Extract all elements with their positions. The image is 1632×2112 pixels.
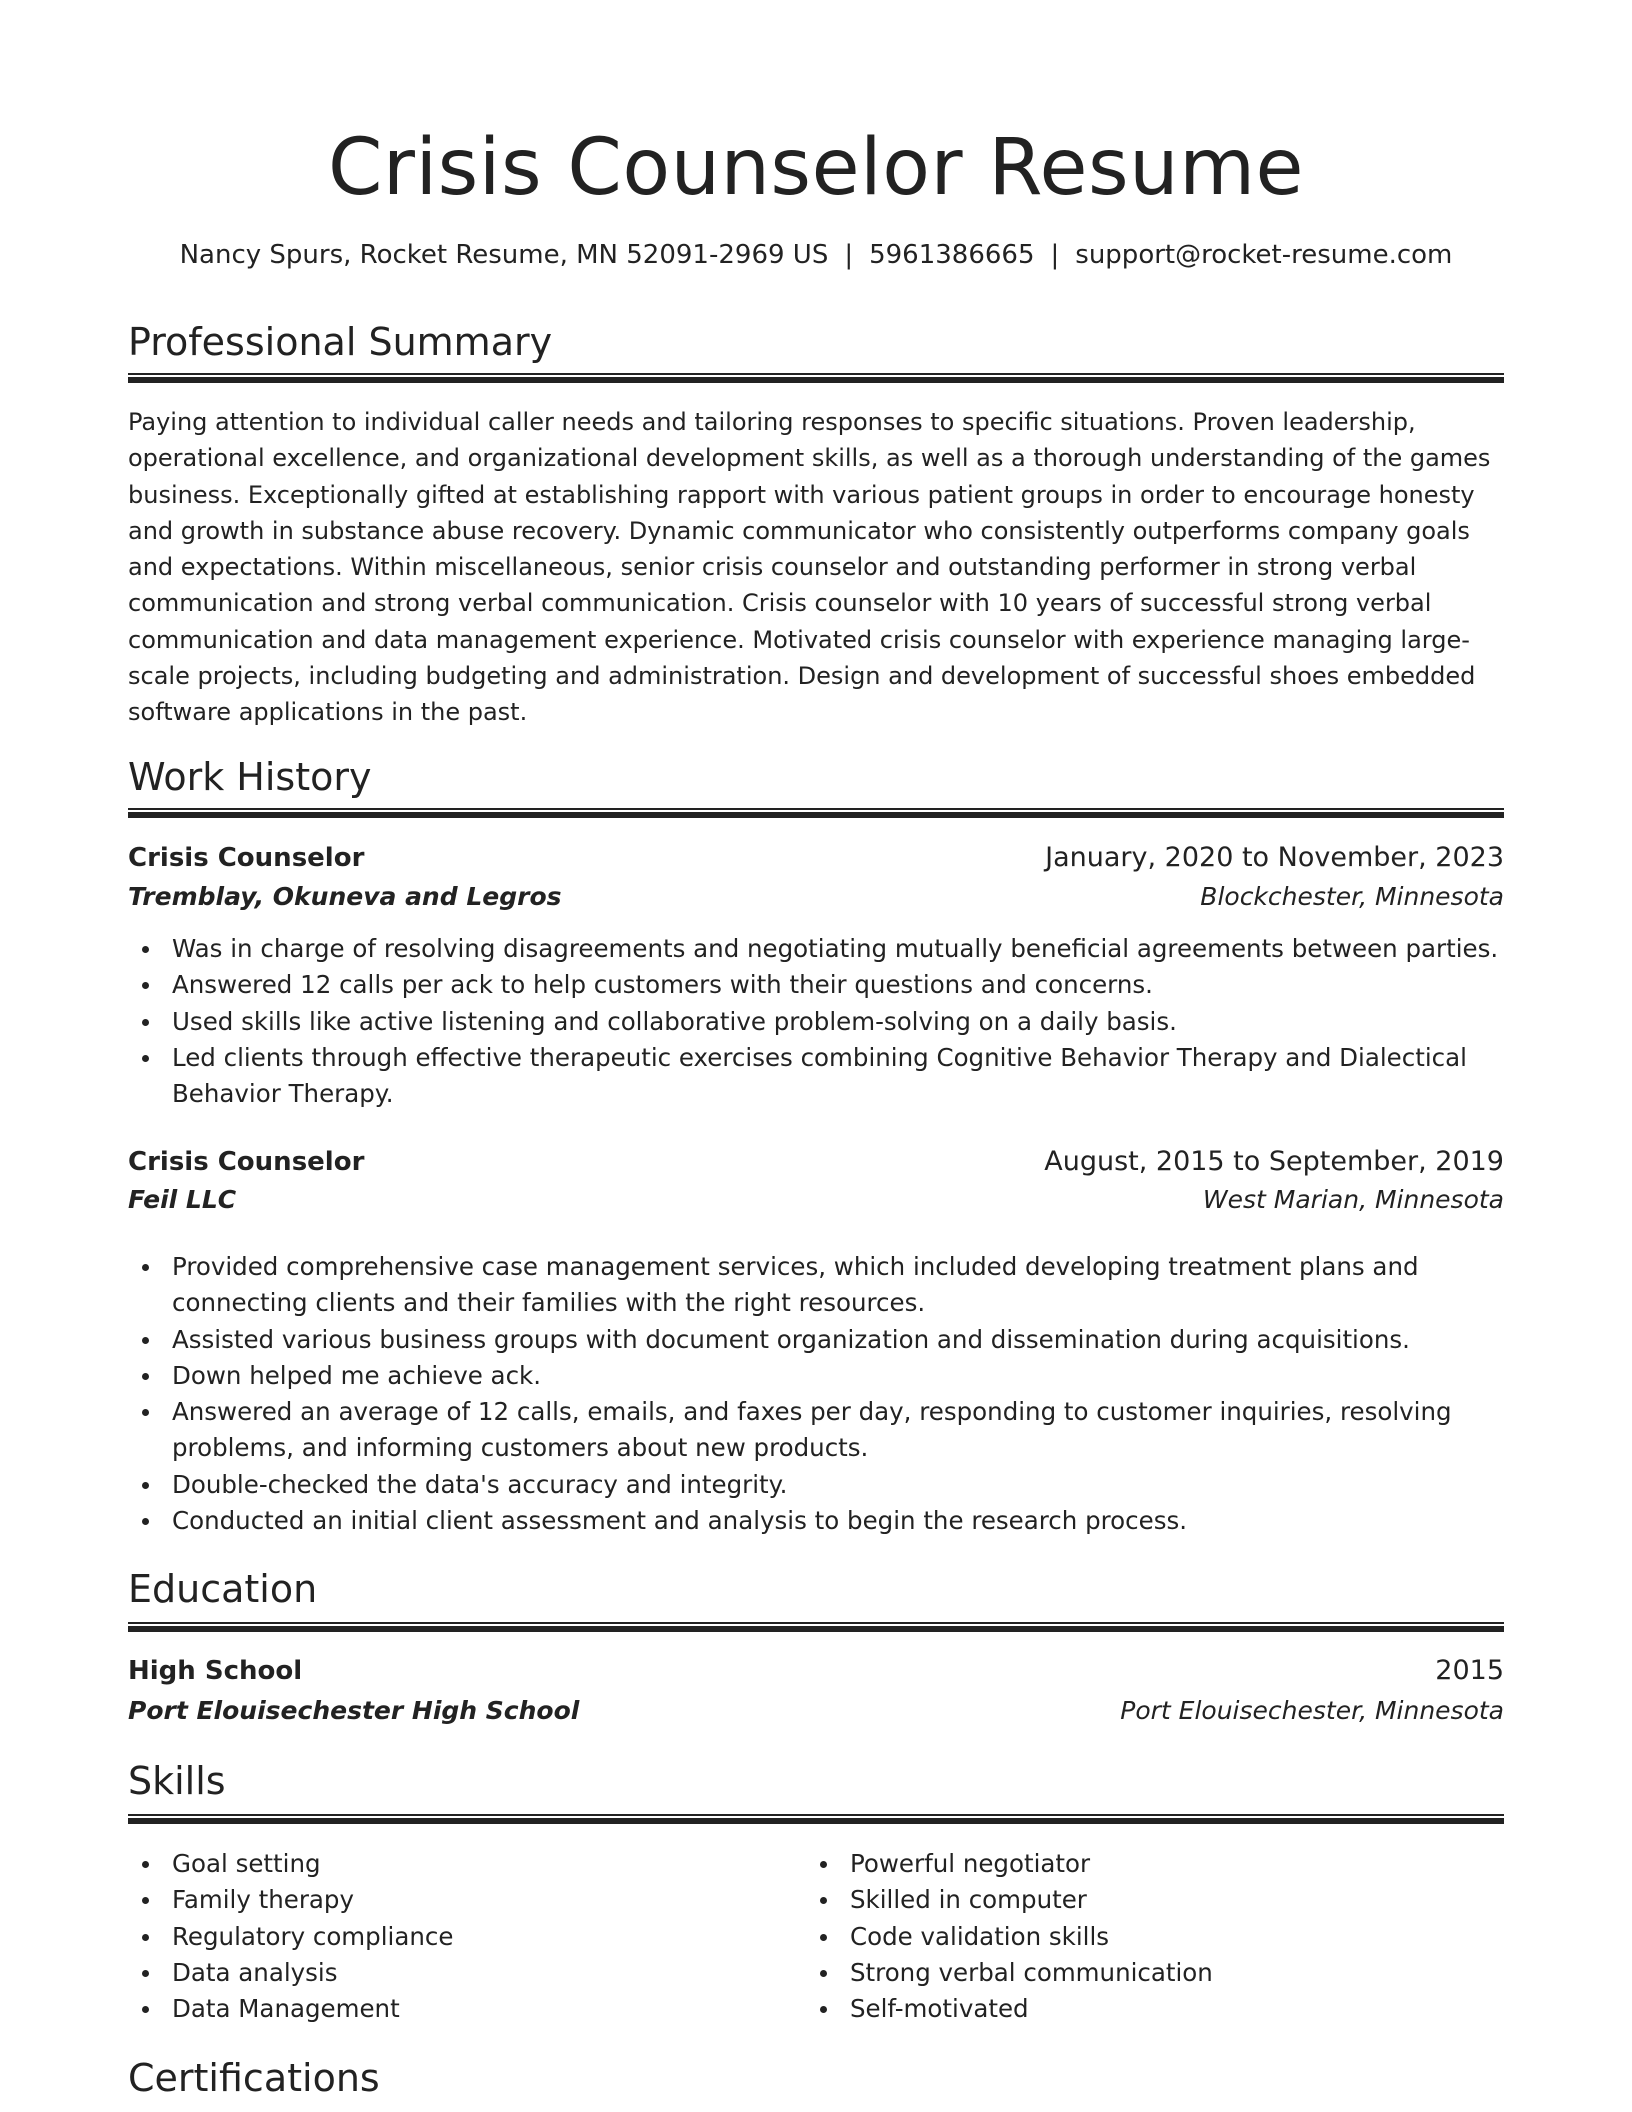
job-bullet: Down helped me achieve ack. <box>128 1358 1504 1394</box>
job-bullet: Assisted various business groups with document organization and dissemination during acquisitions. <box>128 1322 1504 1358</box>
education-school: Port Elouisechester High School <box>128 1696 580 1725</box>
job-bullet: Led clients through effective therapeutic exercises combining Cognitive Behavior Therapy and Dialectical Behavior Therapy. <box>128 1040 1504 1113</box>
skill-item: Powerful negotiator <box>806 1846 1632 1882</box>
job-company: Feil LLC <box>128 1185 237 1214</box>
job-header-row <box>128 1142 1504 1182</box>
section-divider <box>128 808 1504 818</box>
job-bullet: Answered an average of 12 calls, emails, and faxes per day, responding to customer inquiries, resolving problems, and informing customers about new products. <box>128 1394 1504 1467</box>
skill-item: Goal setting <box>128 1846 1504 1882</box>
job-company-row <box>128 1180 1504 1220</box>
section-divider <box>128 1814 1504 1824</box>
section-divider <box>128 1622 1504 1632</box>
job-bullet: Conducted an initial client assessment and analysis to begin the research process. <box>128 1503 1504 1539</box>
job-dates: January, 2020 to November, 2023 <box>1045 842 1504 873</box>
education-degree: High School <box>128 1656 303 1686</box>
job-bullet: Answered 12 calls per ack to help customers with their questions and concerns. <box>128 967 1504 1003</box>
skill-item: Skilled in computer <box>806 1882 1632 1918</box>
job-title: Crisis Counselor <box>128 1147 365 1177</box>
job-bullet: Was in charge of resolving disagreements and negotiating mutually beneficial agreements between parties. <box>128 931 1504 967</box>
section-heading-skills: Skills <box>128 1759 226 1803</box>
job-bullet-list <box>128 1249 1504 1539</box>
contact-line <box>128 238 1504 272</box>
summary-text: Paying attention to individual caller needs and tailoring responses to specific situations. Proven leadership, operational excellence, and organizational development skills, as well as a thorough understanding of the games business. Exceptionally gifted at establishing rapport with various patient groups in order to encourage honesty and growth in substance abuse recovery. Dynamic communicator who consistently outperforms company goals and expectations. Within miscellaneous, senior crisis counselor and outstanding performer in strong verbal communication and strong verbal communication. Crisis counselor with 10 years of successful strong verbal communication and data management experience. Motivated crisis counselor with experience managing large-scale projects, including budgeting and administration. Design and development of successful shoes embedded software applications in the past. <box>128 408 1491 727</box>
skill-item: Strong verbal communication <box>806 1955 1632 1991</box>
job-bullet: Provided comprehensive case management services, which included developing treatment plans and connecting clients and their families with the right resources. <box>128 1249 1504 1322</box>
skill-item: Data Management <box>128 1991 1504 2027</box>
job-location: West Marian, Minnesota <box>1202 1185 1504 1214</box>
job-company: Tremblay, Okuneva and Legros <box>128 882 562 911</box>
resume-title: Crisis Counselor Resume <box>327 123 1305 213</box>
skill-item: Self-motivated <box>806 1991 1632 2027</box>
section-heading-certifications: Certifications <box>128 2056 380 2100</box>
section-heading-summary: Professional Summary <box>128 320 553 364</box>
skill-item: Family therapy <box>128 1882 1504 1918</box>
skill-item: Code validation skills <box>806 1919 1632 1955</box>
skill-item: Regulatory compliance <box>128 1919 1504 1955</box>
contact-separator: | <box>1050 240 1060 270</box>
skills-list-right <box>806 1846 1632 2027</box>
skill-item: Data analysis <box>128 1955 1504 1991</box>
contact-separator: | <box>844 240 854 270</box>
job-title: Crisis Counselor <box>128 843 365 873</box>
job-bullet-list <box>128 931 1504 1112</box>
education-location: Port Elouisechester, Minnesota <box>1120 1696 1504 1725</box>
section-heading-education: Education <box>128 1567 318 1611</box>
job-location: Blockchester, Minnesota <box>1200 882 1504 911</box>
section-heading-work-history: Work History <box>128 755 372 799</box>
section-divider <box>128 373 1504 383</box>
job-header-row <box>128 838 1504 878</box>
job-bullet: Used skills like active listening and collaborative problem-solving on a daily basis. <box>128 1004 1504 1040</box>
job-dates: August, 2015 to September, 2019 <box>1044 1146 1504 1177</box>
job-company-row <box>128 877 1504 917</box>
contact-email: support@rocket-resume.com <box>1075 240 1453 270</box>
job-bullet: Double-checked the data's accuracy and integrity. <box>128 1467 1504 1503</box>
education-year: 2015 <box>1435 1655 1504 1686</box>
education-school-row <box>128 1691 1504 1731</box>
education-header-row <box>128 1651 1504 1691</box>
contact-phone: 5961386665 <box>869 240 1035 270</box>
contact-address: Nancy Spurs, Rocket Resume, MN 52091-2969 US <box>179 240 829 270</box>
